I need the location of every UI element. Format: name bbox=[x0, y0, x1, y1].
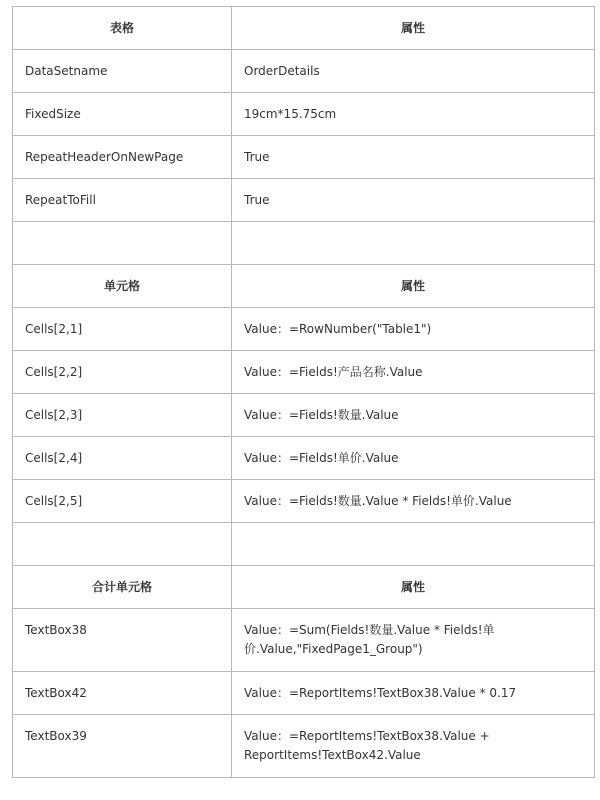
property-name: RepeatToFill bbox=[13, 179, 232, 222]
property-name: TextBox39 bbox=[13, 715, 232, 778]
property-name: Cells[2,2] bbox=[13, 351, 232, 394]
table-row bbox=[13, 437, 595, 480]
property-value: Value：=Fields!数量.Value bbox=[232, 394, 595, 437]
table-row bbox=[13, 93, 595, 136]
table-row bbox=[13, 50, 595, 93]
blank-cell bbox=[232, 523, 595, 566]
property-value: 19cm*15.75cm bbox=[232, 93, 595, 136]
property-name: Cells[2,5] bbox=[13, 480, 232, 523]
property-name: TextBox42 bbox=[13, 672, 232, 715]
property-value: Value：=ReportItems!TextBox38.Value * 0.17 bbox=[232, 672, 595, 715]
property-name: RepeatHeaderOnNewPage bbox=[13, 136, 232, 179]
table-row bbox=[13, 480, 595, 523]
header-cell: 属性 bbox=[232, 265, 595, 308]
table-row bbox=[13, 136, 595, 179]
header-cell: 属性 bbox=[232, 566, 595, 609]
property-value: True bbox=[232, 136, 595, 179]
blank-row bbox=[13, 523, 595, 566]
table-header-row bbox=[13, 566, 595, 609]
table-row bbox=[13, 394, 595, 437]
property-name: Cells[2,4] bbox=[13, 437, 232, 480]
table-row bbox=[13, 179, 595, 222]
property-value: Value：=Fields!单价.Value bbox=[232, 437, 595, 480]
property-value: Value：=ReportItems!TextBox38.Value + ReportItems!TextBox42.Value bbox=[232, 715, 595, 778]
property-value: True bbox=[232, 179, 595, 222]
property-name: Cells[2,3] bbox=[13, 394, 232, 437]
property-value: Value：=Fields!数量.Value * Fields!单价.Value bbox=[232, 480, 595, 523]
header-cell: 表格 bbox=[13, 7, 232, 50]
property-name: DataSetname bbox=[13, 50, 232, 93]
blank-cell bbox=[232, 222, 595, 265]
properties-table bbox=[12, 6, 595, 778]
blank-cell bbox=[13, 523, 232, 566]
table-row bbox=[13, 672, 595, 715]
header-cell: 单元格 bbox=[13, 265, 232, 308]
header-cell: 合计单元格 bbox=[13, 566, 232, 609]
header-cell: 属性 bbox=[232, 7, 595, 50]
table-header-row bbox=[13, 7, 595, 50]
property-value: OrderDetails bbox=[232, 50, 595, 93]
blank-cell bbox=[13, 222, 232, 265]
table-row bbox=[13, 308, 595, 351]
property-value: Value：=Fields!产品名称.Value bbox=[232, 351, 595, 394]
table-row bbox=[13, 609, 595, 672]
property-name: Cells[2,1] bbox=[13, 308, 232, 351]
property-name: FixedSize bbox=[13, 93, 232, 136]
table-row bbox=[13, 351, 595, 394]
property-name: TextBox38 bbox=[13, 609, 232, 672]
blank-row bbox=[13, 222, 595, 265]
table-header-row bbox=[13, 265, 595, 308]
property-value: Value：=RowNumber("Table1") bbox=[232, 308, 595, 351]
property-value: Value：=Sum(Fields!数量.Value * Fields!单价.Value,"FixedPage1_Group") bbox=[232, 609, 595, 672]
table-row bbox=[13, 715, 595, 778]
